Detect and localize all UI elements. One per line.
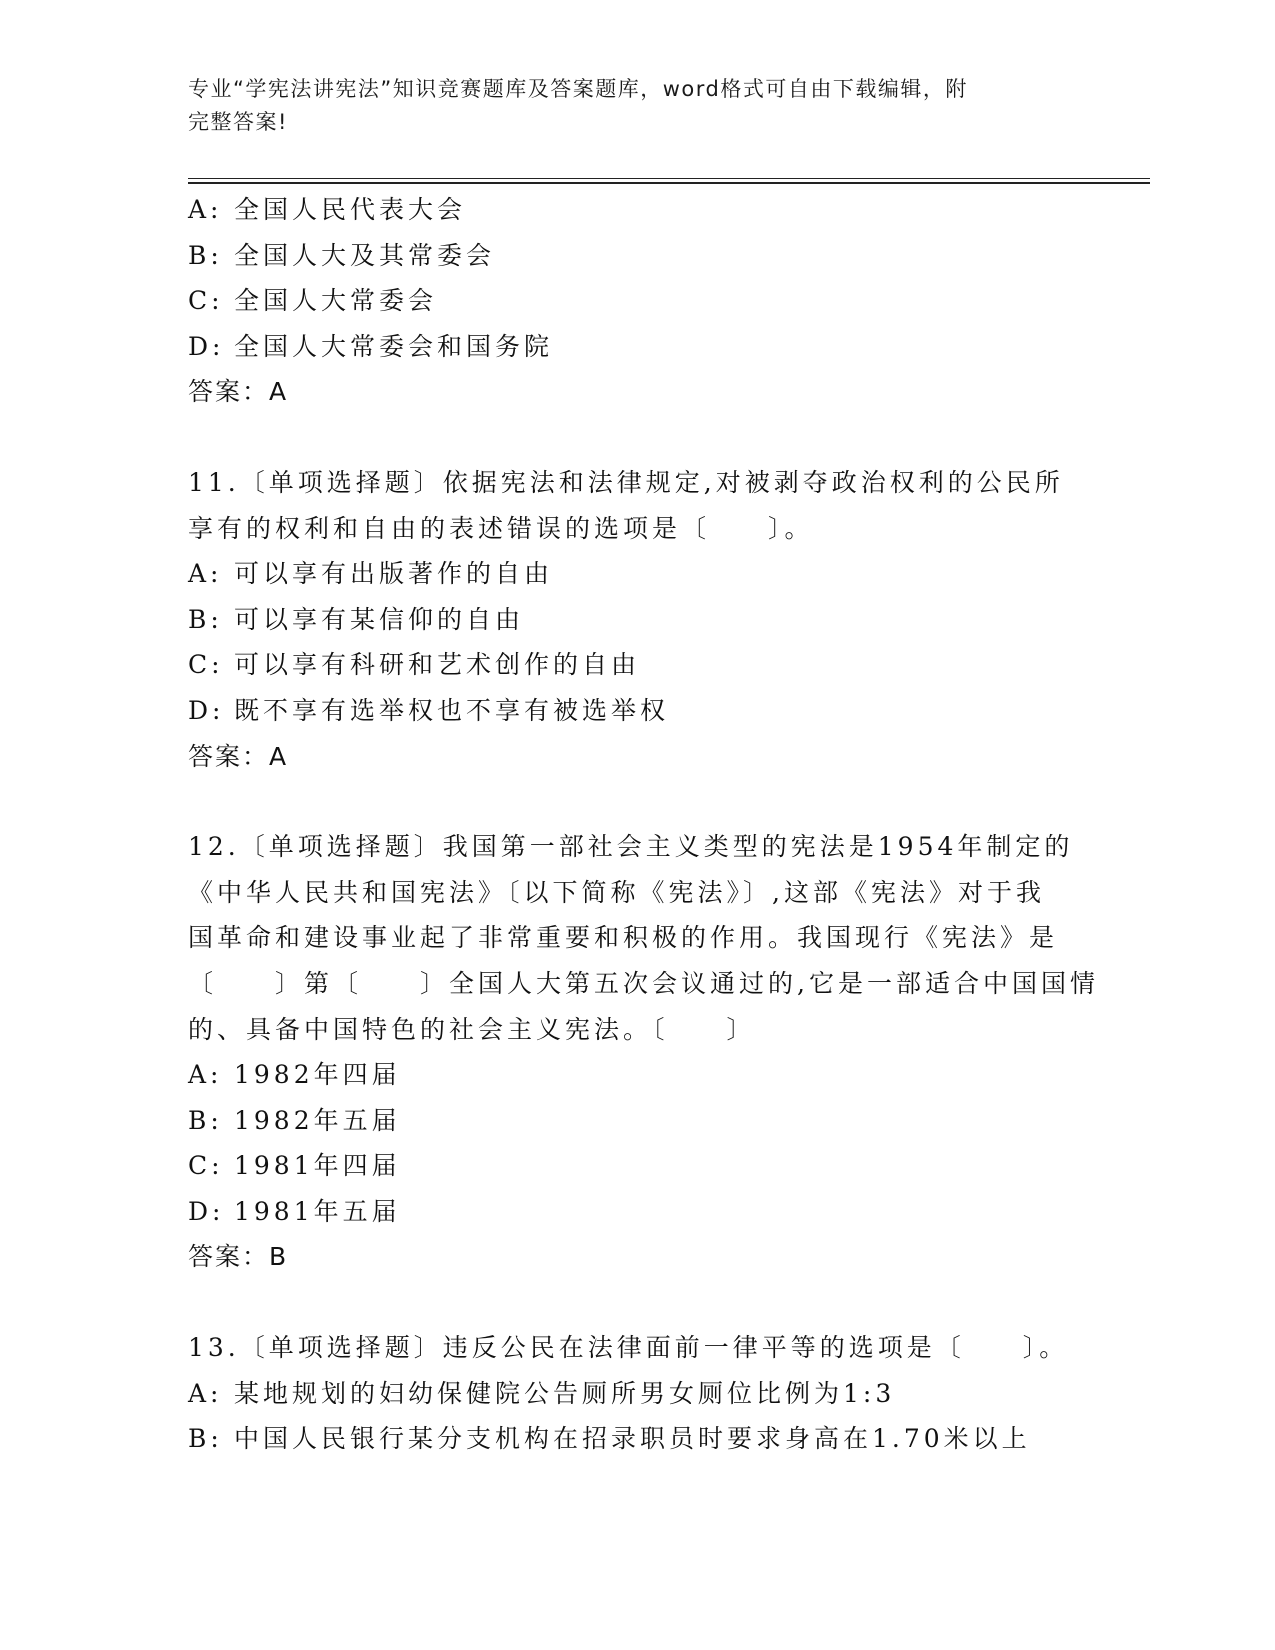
spacer (188, 415, 1088, 460)
option-a: A: 全国人民代表大会 (188, 195, 467, 224)
option-a: A: 某地规划的妇幼保健院公告厕所男女厕位比例为1:3 (188, 1378, 896, 1408)
option-a: A: 可以享有出版著作的自由 (188, 559, 554, 589)
header-rule-thick (188, 182, 1150, 184)
spacer (188, 779, 1088, 824)
header-title-line-1: 专业“学宪法讲宪法”知识竞赛题库及答案题库，word格式可自由下载编辑，附 (188, 77, 968, 101)
document-header (188, 73, 1068, 139)
option-b: B: 1982年五届 (188, 1105, 401, 1135)
question-11 (188, 460, 1088, 779)
header-rule-thin (188, 178, 1150, 179)
answer-label: 答案：B (188, 1242, 289, 1272)
option-c: C: 可以享有科研和艺术创作的自由 (188, 650, 641, 680)
option-c: C: 1981年四届 (188, 1151, 401, 1181)
question-text: 13.〔单项选择题〕违反公民在法律面前一律平等的选项是〔 〕。 (188, 1333, 1069, 1363)
question-12 (188, 824, 1099, 1280)
option-b: B: 中国人民银行某分支机构在招录职员时要求身高在1.70米以上 (188, 1424, 1031, 1454)
question-13 (188, 1325, 1088, 1462)
option-a: A: 1982年四届 (188, 1060, 401, 1090)
option-d: D: 全国人大常委会和国务院 (188, 331, 554, 361)
answer-label: 答案：A (188, 741, 289, 771)
option-b: B: 可以享有某信仰的自由 (188, 604, 525, 634)
option-d: D: 1981年五届 (188, 1196, 401, 1226)
question-10 (188, 187, 1088, 415)
document-body (188, 187, 1099, 1462)
option-c: C: 全国人大常委会 (188, 286, 438, 316)
question-text: 11.〔单项选择题〕依据宪法和法律规定,对被剥夺政治权利的公民所 享有的权利和自由的表述错误的选项是〔 〕。 (188, 467, 1064, 543)
answer-label: 答案：A (188, 377, 289, 407)
option-d: D: 既不享有选举权也不享有被选举权 (188, 695, 670, 725)
question-text: 12.〔单项选择题〕我国第一部社会主义类型的宪法是1954年制定的 《中华人民共和国宪法》〔以下简称《宪法》〕,这部《宪法》对于我 国革命和建设事业起了非常重要和积极的作用。我国现行《宪法》是 〔 〕第〔 〕全国人大第五次会议通过的,它是一部适合中国国情 的、具备中国特色的社会主义宪法。〔 〕 (188, 832, 1099, 1044)
header-title-line-2: 完整答案! (188, 110, 288, 134)
option-b: B: 全国人大及其常委会 (188, 240, 496, 270)
spacer (188, 1280, 1088, 1325)
